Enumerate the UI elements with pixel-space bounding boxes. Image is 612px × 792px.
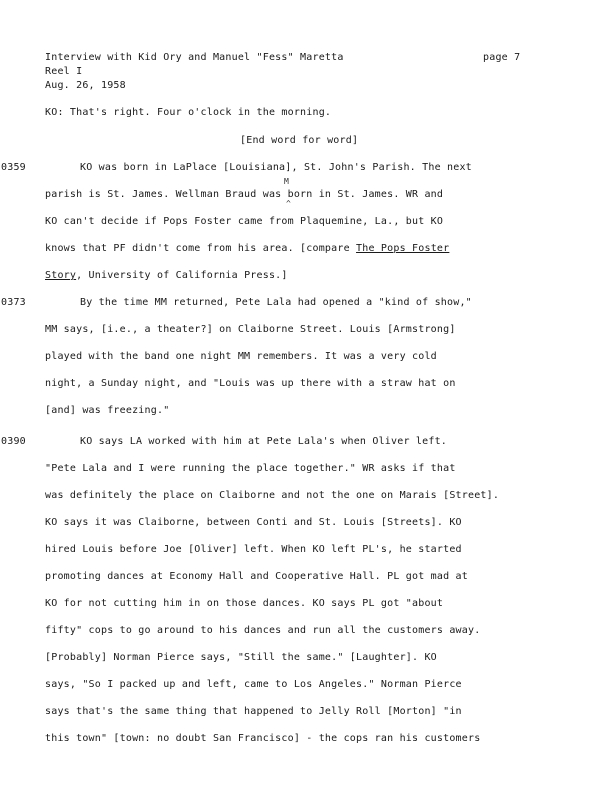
paragraph-line: fifty" cops to go around to his dances and run all the customers away. [45, 625, 481, 636]
paragraph-line: KO says it was Claiborne, between Conti and St. Louis [Streets]. KO [45, 517, 462, 528]
paragraph-line: [Probably] Norman Pierce says, "Still the same." [Laughter]. KO [45, 652, 437, 663]
paragraph-line-text: knows that PF didn't come from his area. [compare [45, 243, 350, 254]
handwritten-correction: M [284, 177, 290, 186]
paragraph-line: hired Louis before Joe [Oliver] left. When KO left PL's, he started [45, 544, 462, 555]
interview-date: Aug. 26, 1958 [45, 80, 126, 91]
paragraph-line: KO says LA worked with him at Pete Lala's when Oliver left. [80, 436, 448, 447]
tape-counter: 0359 [1, 162, 26, 173]
paragraph-line [45, 270, 288, 282]
paragraph-line: says, "So I packed up and left, came to Los Angeles." Norman Pierce [45, 679, 462, 690]
paragraph-line: KO was born in LaPlace [Louisiana], St. John's Parish. The next [80, 162, 472, 173]
paragraph-line: parish is St. James. Wellman Braud was born in St. James. WR and [45, 189, 444, 200]
paragraph-line: says that's the same thing that happened to Jelly Roll [Morton] "in [45, 706, 462, 717]
intro-line: KO: That's right. Four o'clock in the morning. [45, 107, 332, 118]
paragraph-line: KO for not cutting him in on those dances. KO says PL got "about [45, 598, 444, 609]
paragraph-line: By the time MM returned, Pete Lala had opened a "kind of show," [80, 297, 472, 308]
tape-counter: 0390 [1, 436, 26, 447]
paragraph-line-text: , University of California Press.] [76, 270, 288, 281]
paragraph-line: this town" [town: no doubt San Francisco] - the cops ran his customers [45, 733, 481, 744]
paragraph-line [45, 243, 449, 255]
paragraph-line: "Pete Lala and I were running the place together." WR asks if that [45, 463, 456, 474]
paragraph-line: promoting dances at Economy Hall and Cooperative Hall. PL got mad at [45, 571, 468, 582]
reel-label: Reel I [45, 66, 83, 77]
paragraph-line: was definitely the place on Claiborne and not the one on Marais [Street]. [45, 490, 500, 501]
end-word-note: [End word for word] [240, 135, 359, 146]
book-title: The Pops Foster [356, 243, 450, 254]
paragraph-line: [and] was freezing." [45, 405, 170, 416]
paragraph-line: played with the band one night MM remembers. It was a very cold [45, 351, 437, 362]
paragraph-line: night, a Sunday night, and "Louis was up there with a straw hat on [45, 378, 456, 389]
book-title: Story [45, 270, 77, 281]
paragraph-line: KO can't decide if Pops Foster came from Plaquemine, La., but KO [45, 216, 444, 227]
paragraph-line: MM says, [i.e., a theater?] on Claiborne Street. Louis [Armstrong] [45, 324, 456, 335]
page-number: page 7 [483, 52, 521, 63]
tape-counter: 0373 [1, 297, 26, 308]
document-title: Interview with Kid Ory and Manuel "Fess" Maretta [45, 52, 344, 63]
caret-mark-icon: ^ [286, 199, 292, 208]
